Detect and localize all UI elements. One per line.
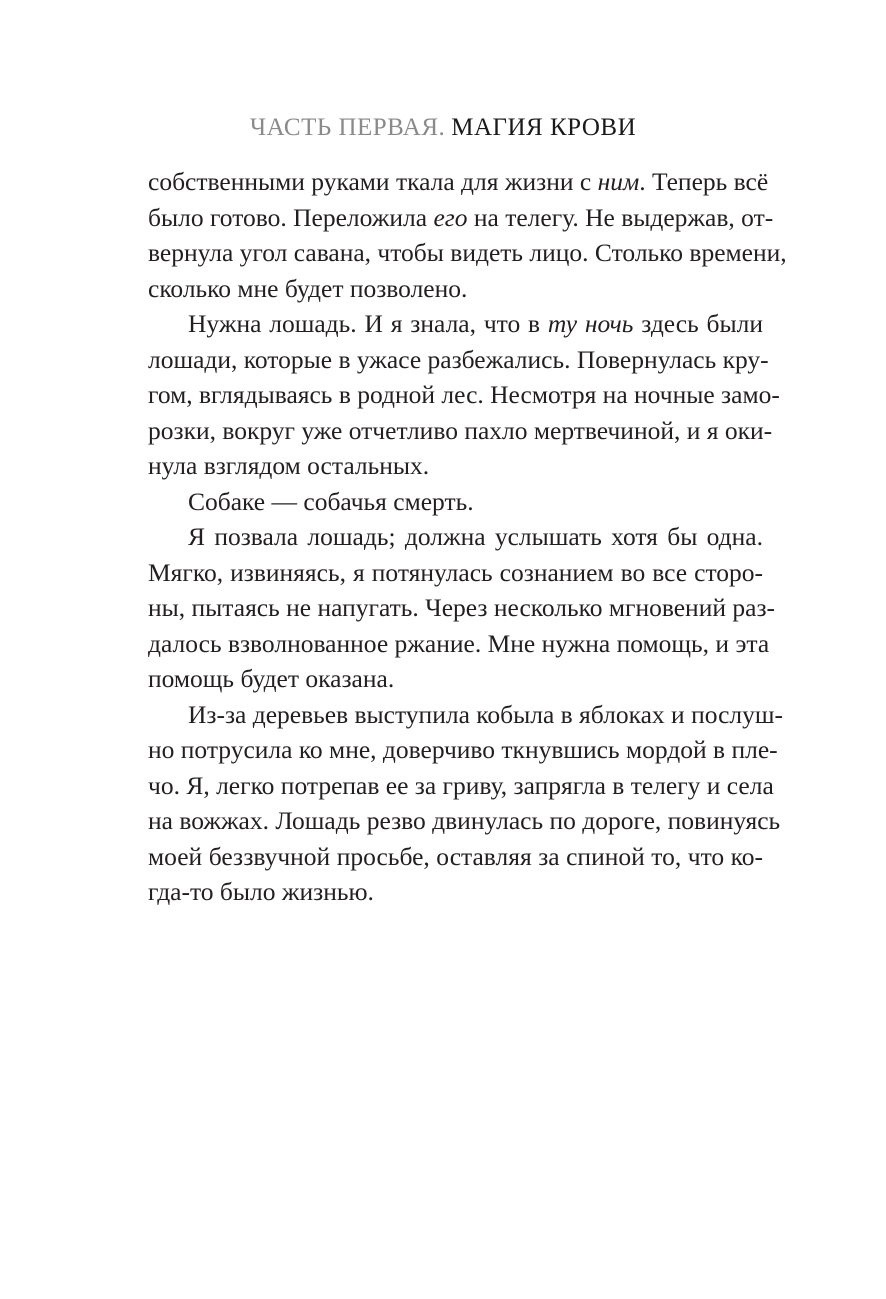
text-line: помощь будет оказана. [148,664,395,693]
text-line: Из-за деревьев выступила кобыла в яблоках и послуш- [188,699,784,729]
text-line: Я позвала лошадь; должна услышать хотя бы одна. [188,522,763,551]
text-line: лошади, которые в ужасе разбежались. Повернулась кру- [148,344,769,374]
text-line: сколько мне будет позволено. [148,273,468,303]
text-line: чо. Я, легко потрепав ее за гриву, запрягла в телегу и села [148,770,774,800]
text-line: собственными руками ткала для жизни с ним. Теперь всё [148,167,769,196]
italic-emphasis: ту ночь [547,309,634,338]
text-line: розки, вокруг уже отчетливо пахло мертвечиной, и я оки- [148,415,773,445]
text-line: гда-то было жизнью. [148,877,374,906]
chapter-title: МАГИЯ КРОВИ [451,114,637,141]
part-title: ЧАСТЬ ПЕРВАЯ. [249,114,446,141]
text-line: на вожжах. Лошадь резво двинулась по дороге, повинуясь [148,806,781,835]
italic-emphasis: ним [597,167,640,196]
text-line: вернула угол савана, чтобы видеть лицо. Столько времени, [148,238,787,267]
text-line: но потрусила ко мне, доверчиво ткнувшись мордой в пле- [148,735,778,764]
text-line: гом, вглядываясь в родной лес. Несмотря на ночные замо- [148,380,780,409]
text-line: ны, пытаясь не напугать. Через несколько мгновений раз- [148,593,776,622]
text-line: нула взглядом остальных. [148,451,430,480]
text-line: было готово. Переложила его на телегу. Не выдержав, от- [148,202,774,232]
text-line: Собаке — собачья смерть. [188,486,474,516]
body-text [148,164,787,910]
text-line: Нужна лошадь. И я знала, что в ту ночь здесь были [188,309,764,338]
italic-emphasis: его [433,202,468,232]
running-header [0,113,886,143]
text-line: моей беззвучной просьбе, оставляя за спиной то, что ко- [148,841,763,871]
text-line: Мягко, извиняясь, я потянулась сознанием во все сторо- [148,557,763,587]
text-line: далось взволнованное ржание. Мне нужна помощь, и эта [148,628,770,658]
